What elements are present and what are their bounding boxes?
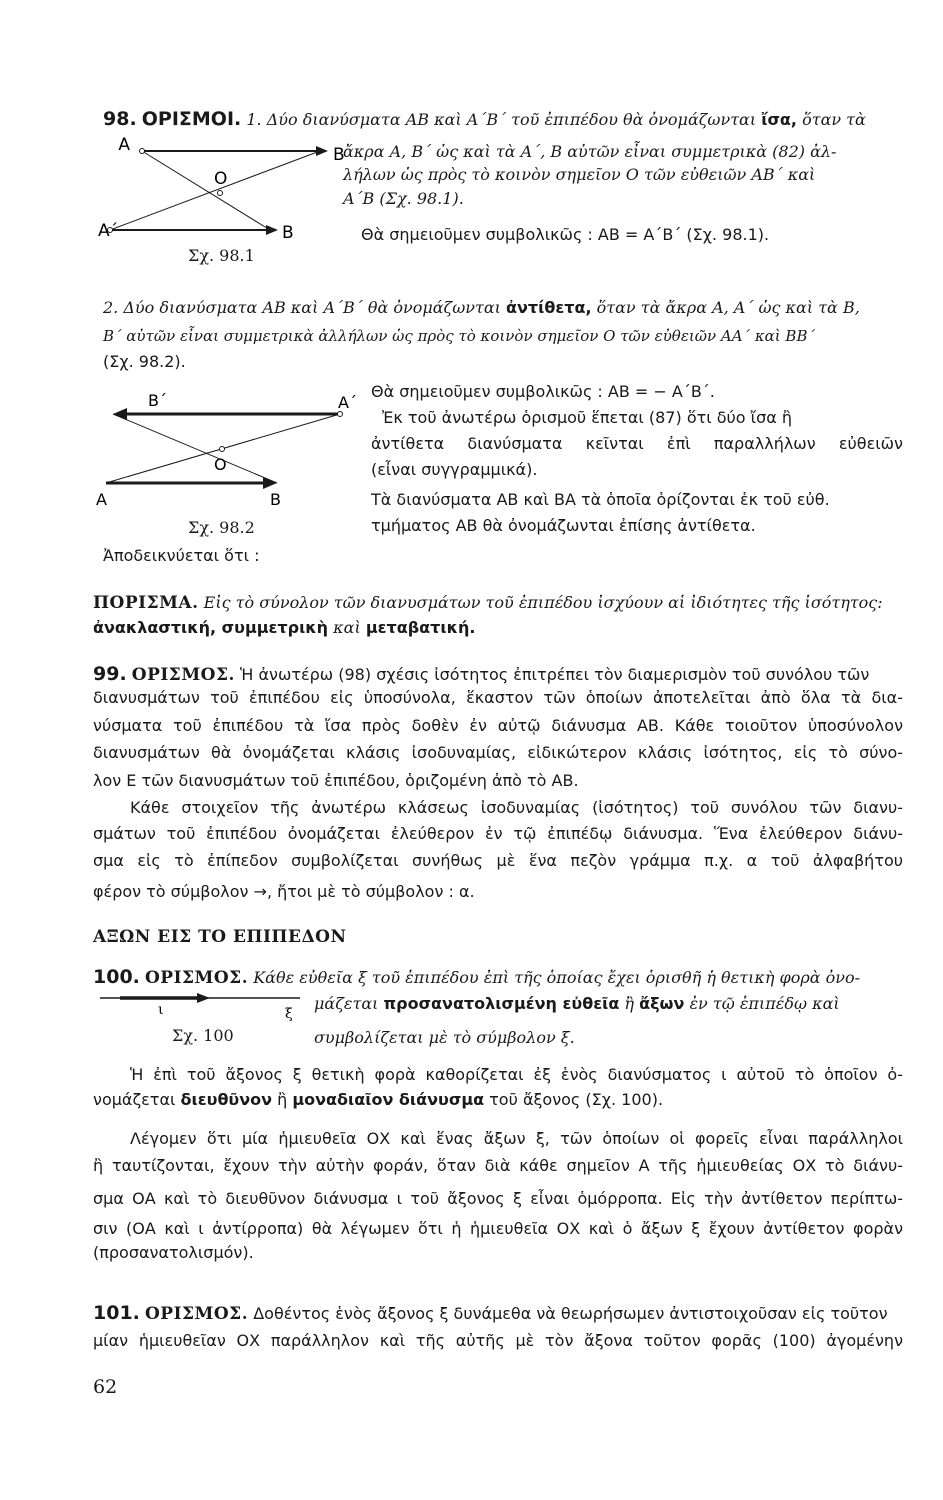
fig2-arrowhead-b-prime	[113, 408, 127, 420]
page-number: 62	[93, 1376, 118, 1398]
section-99-number: 99.	[93, 663, 127, 685]
term-unit-vector: μοναδιαῖον διάνυσμα	[292, 1090, 485, 1109]
section-100-line-2	[314, 993, 840, 1015]
section-98-r4: (εἶναι συγγραμμικά).	[371, 460, 538, 479]
porisma-properties: ἀνακλαστική, συμμετρικὴ	[93, 618, 329, 637]
fig2-label-b: Β	[270, 490, 281, 509]
section-101-line-1	[93, 1302, 888, 1325]
section-100-line-10: (προσανατολισμόν).	[93, 1243, 254, 1262]
fig2-label-o: Ο	[214, 455, 227, 474]
fig100-label-i: ι	[158, 1002, 164, 1018]
section-98-title: ΟΡΙΣΜΟΙ.	[141, 108, 242, 130]
term-antitheta: ἀντίθετα,	[506, 298, 592, 317]
section-99-line-6: Κάθε στοιχεῖον τῆς ἀνωτέρω κλάσεως ἰσοδυναμίας (ἰσότητος) τοῦ συνόλου τῶν διανυ-	[130, 798, 903, 817]
section-98-p2-text: 2. Δύο διανύσματα ΑΒ καὶ Α΄Β΄ θὰ ὀνομάζωνται	[103, 298, 501, 317]
section-100-line-4: Ἡ ἐπὶ τοῦ ἄξονος ξ θετικὴ φορὰ καθορίζεται ἐξ ἑνὸς διανύσματος ι αὐτοῦ τὸ ὁποῖον ὀ-	[130, 1065, 903, 1084]
section-101-text: Δοθέντος ἑνὸς ἄξονος ξ δυνάμεθα νὰ θεωρήσωμεν ἀντιστοιχοῦσαν εἰς τοῦτον	[253, 1304, 888, 1323]
fig2-label-a: Α	[96, 490, 107, 509]
section-101-line-2: μίαν ἡμιευθεῖαν ΟΧ παράλληλον καὶ τῆς αὐτῆς μὲ τὸν ἄξονα τοῦτον φορᾶς (100) ἀγομένην	[93, 1331, 903, 1350]
fig100-unit-arrowhead	[197, 993, 210, 1003]
porisma-line-2	[93, 617, 475, 639]
porisma-text: Εἰς τὸ σύνολον τῶν διανυσμάτων τοῦ ἐπιπέδου ἰσχύουν αἱ ἰδιότητες τῆς ἰσότητος:	[203, 593, 883, 612]
section-99-line-4: διανυσμάτων θὰ ὀνομάζεται κλάσις ἰσοδυναμίας, εἰδικώτερον κλάσις ἰσότητος, εἰς τὸ σύνο-	[93, 743, 903, 762]
section-98-p1-text: 1. Δύο διανύσματα ΑΒ καὶ Α΄Β΄ τοῦ ἐπιπέδου θὰ ὀνομάζωνται	[246, 110, 757, 129]
section-100-line-8: σμα ΟΑ καὶ τὸ διευθῦνον διάνυσμα ι τοῦ ἄξονος ξ εἶναι ὁμόρροπα. Εἰς τὴν ἀντίθετον περίπτω-	[93, 1189, 903, 1208]
section-98-line-1	[103, 108, 866, 131]
fig1-label-a-prime: Α΄	[98, 221, 119, 241]
section-99-title: ΟΡΙΣΜΟΣ.	[131, 665, 235, 685]
section-98-p1-text-end: ὅταν τὰ	[802, 110, 866, 129]
figure-98-2	[96, 390, 357, 515]
section-98-p2-line-2: Β΄ αὐτῶν εἶναι συμμετρικὰ ἀλλήλων ὡς πρὸς τὸ κοινὸν σημεῖον Ο τῶν εὐθειῶν ΑΑ΄ καὶ ΒΒ΄	[103, 327, 815, 345]
fig1-label-a: Α	[118, 135, 130, 155]
fig2-point-a-prime	[338, 412, 343, 417]
section-99-line-7: σμάτων τοῦ ἐπιπέδου ὀνομάζεται ἐλεύθερον ἐν τῷ ἐπιπέδῳ διάνυσμα. Ἕνα ἐλεύθερον διάνυ-	[93, 824, 903, 843]
section-98-proof: Ἀποδεικνύεται ὅτι :	[103, 546, 260, 565]
fig100-label-xi: ξ	[285, 1006, 293, 1022]
porisma-title: ΠΟΡΙΣΜΑ.	[93, 593, 199, 613]
fig2-point-o	[220, 447, 225, 452]
section-99-line-1	[93, 663, 869, 686]
section-100-text-e: ἐν τῷ ἐπιπέδῳ καὶ	[689, 994, 840, 1013]
section-98-r1: Θὰ σημειοῦμεν συμβολικῶς : ΑΒ = − Α΄Β΄.	[371, 382, 715, 401]
fig1-segment-a-prime-b-prime	[110, 151, 320, 230]
section-100-line-1	[93, 966, 860, 989]
section-98-number: 98.	[103, 108, 137, 130]
fig1-point-a	[140, 149, 145, 154]
section-99-line-5: λον Ε τῶν διανυσμάτων τοῦ ἐπιπέδου, ὁριζομένη ἀπὸ τὸ ΑΒ.	[93, 771, 579, 790]
section-99-line-2: διανυσμάτων τοῦ ἐπιπέδου εἰς ὑποσύνολα, ἕκαστον τῶν ὁποίων ἀποτελεῖται ἀπὸ ὅλα τὰ δια-	[93, 688, 903, 707]
section-100-text-axis: τοῦ ἄξονος (Σχ. 100).	[489, 1090, 664, 1109]
term-oriented-line: προσανατολισμένη εὐθεῖα	[383, 994, 620, 1013]
section-98-p2-text-end: ὅταν τὰ ἄκρα Α, Α΄ ὡς καὶ τὰ Β,	[596, 298, 860, 317]
section-98-line-2: ἄκρα Α, Β΄ ὡς καὶ τὰ Α΄, Β αὐτῶν εἶναι συμμετρικὰ (82) ἀλ-	[343, 142, 837, 161]
figure-100-caption: Σχ. 100	[172, 1026, 234, 1045]
section-100-text-name: νομάζεται	[93, 1090, 176, 1109]
figure-98-2-caption: Σχ. 98.2	[188, 518, 255, 537]
section-98-r6: τμήματος ΑΒ θὰ ὀνομάζωνται ἐπίσης ἀντίθετα.	[371, 516, 756, 535]
porisma-transitive: μεταβατική.	[365, 618, 476, 637]
fig1-label-b-prime: Β	[333, 145, 345, 165]
fig2-label-b-prime: Β΄	[148, 391, 167, 410]
fig2-label-a-prime: Α΄	[338, 393, 357, 412]
section-100-text: Κάθε εὐθεῖα ξ τοῦ ἐπιπέδου ἐπὶ τῆς ὁποίας ἔχει ὁρισθῆ ἡ θετικὴ φορὰ ὀνο-	[253, 968, 861, 987]
section-98-r2: Ἐκ τοῦ ἀνωτέρω ὁρισμοῦ ἕπεται (87) ὅτι δύο ἴσα ἢ	[382, 408, 792, 427]
axon-heading: ΑΞΩΝ ΕΙΣ ΤΟ ΕΠΙΠΕΔΟΝ	[93, 927, 347, 947]
section-99-text: Ἡ ἀνωτέρω (98) σχέσις ἰσότητος ἐπιτρέπει τὸν διαμερισμὸν τοῦ συνόλου τῶν	[240, 665, 870, 684]
section-98-r3: ἀντίθετα διανύσματα κεῖνται ἐπὶ παραλλήλων εὐθειῶν	[371, 434, 903, 453]
section-100-line-3: συμβολίζεται μὲ τὸ σύμβολον ξ.	[314, 1028, 575, 1047]
section-98-r5: Τὰ διανύσματα ΑΒ καὶ ΒΑ τὰ ὁποῖα ὁρίζονται ἐκ τοῦ εὐθ.	[371, 490, 830, 509]
figure-98-1-caption: Σχ. 98.1	[188, 246, 255, 265]
porisma-kai: καὶ	[333, 618, 361, 637]
section-99-line-3: νύσματα τοῦ ἐπιπέδου τὰ ἴσα πρὸς δοθὲν ἐν αὐτῷ διάνυσμα ΑΒ. Κάθε τοιοῦτον ὑποσύνολον	[93, 716, 903, 735]
fig1-arrowhead-b-prime	[316, 146, 328, 156]
section-98-line-3: λήλων ὡς πρὸς τὸ κοινὸν σημεῖον Ο τῶν εὐθειῶν ΑΒ΄ καὶ	[343, 165, 816, 184]
term-axon: ἄξων	[639, 994, 685, 1013]
section-98-symbol-line: Θὰ σημειοῦμεν συμβολικῶς : ΑΒ = Α΄Β΄ (Σχ. 98.1).	[361, 225, 770, 244]
section-100-text-a: μάζεται	[314, 994, 379, 1013]
fig2-arrowhead-b	[263, 477, 277, 489]
section-100-line-6: Λέγομεν ὅτι μία ἡμιευθεῖα ΟΧ καὶ ἕνας ἄξων ξ, τῶν ὁποίων οἱ φορεῖς εἶναι παράλληλοι	[130, 1129, 903, 1148]
figure-98-1	[98, 135, 345, 248]
section-100-title: ΟΡΙΣΜΟΣ.	[144, 968, 249, 988]
fig1-label-o: Ο	[214, 169, 228, 189]
section-99-line-8: σμα εἰς τὸ ἐπίπεδον συμβολίζεται συνήθως μὲ ἕνα πεζὸν γράμμα π.χ. α τοῦ ἀλφαβήτου	[93, 851, 903, 870]
fig1-segment-ab	[142, 151, 270, 230]
fig1-label-b: Β	[282, 223, 294, 243]
section-100-number: 100.	[93, 966, 140, 988]
section-98-line-4: Α΄Β (Σχ. 98.1).	[343, 189, 464, 208]
section-100-text-or2: ἢ	[277, 1090, 288, 1109]
section-100-text-or: ἢ	[624, 994, 635, 1013]
section-98-p2-line-1	[103, 297, 860, 319]
section-100-line-7: ἢ ταυτίζονται, ἔχουν τὴν αὐτὴν φοράν, ὅταν διὰ κάθε σημεῖον Α τῆς ἡμιευθείας ΟΧ τὸ διάνυ-	[93, 1156, 903, 1175]
section-99-line-9: φέρον τὸ σύμβολον →, ἤτοι μὲ τὸ σύμβολον : α.	[93, 882, 475, 901]
term-isa: ἴσα,	[761, 110, 797, 129]
section-100-line-9: σιν (ΟΑ καὶ ι ἀντίρροπα) θὰ λέγωμεν ὅτι ἡ ἡμιευθεῖα ΟΧ καὶ ὁ ἄξων ξ ἔχουν ἀντίθετον φορὰν	[93, 1219, 903, 1238]
section-98-p2-line-3: (Σχ. 98.2).	[103, 352, 186, 371]
fig1-arrowhead-b	[266, 225, 278, 235]
section-100-line-5	[93, 1089, 663, 1111]
fig2-segment-bb-prime	[113, 414, 277, 483]
porisma-line-1	[93, 592, 883, 614]
figure-100	[100, 990, 310, 1020]
fig1-point-o	[218, 191, 223, 196]
section-101-title: ΟΡΙΣΜΟΣ.	[144, 1304, 249, 1324]
term-directing: διευθῦνον	[180, 1090, 273, 1109]
section-101-number: 101.	[93, 1302, 140, 1324]
